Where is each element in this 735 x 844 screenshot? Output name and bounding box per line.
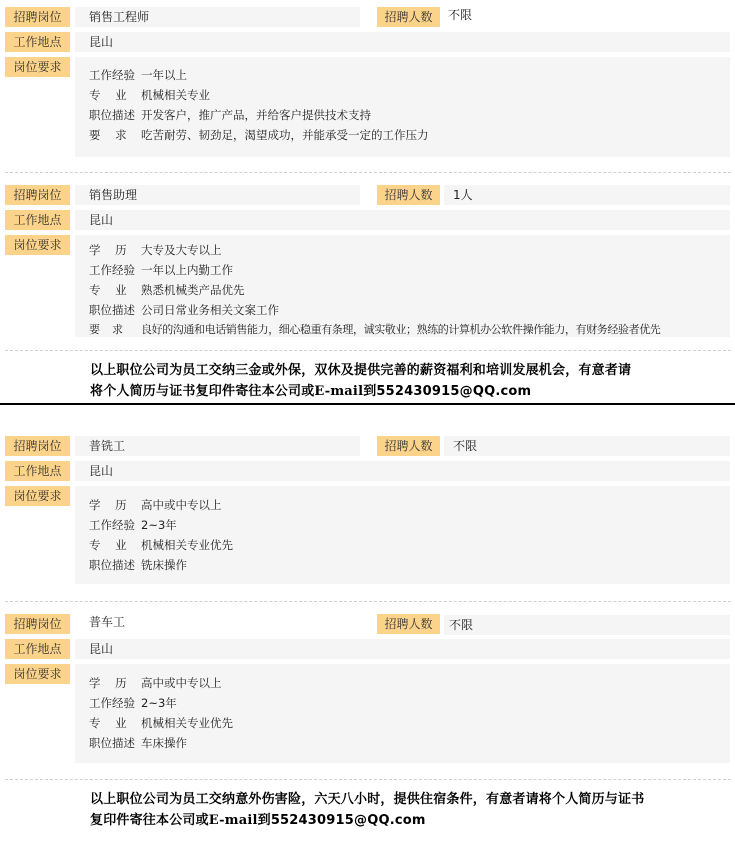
headcount-label: 招聘人数	[377, 185, 440, 205]
note-line: 以上职位公司为员工交纳意外伤害险，六天八小时，提供住宿条件，有意者请将个人简历与证书	[90, 792, 645, 807]
requirement-row: 要 求 吃苦耐劳、韧劲足，渴望成功，并能承受一定的工作压力	[89, 128, 429, 142]
headcount-value: 不限	[448, 8, 473, 22]
note-line: 以上职位公司为员工交纳三金或外保，双休及提供完善的薪资福利和培训发展机会，有意者请	[90, 363, 632, 378]
requirement-row: 专 业 机械相关专业	[89, 88, 210, 102]
contact-email[interactable]: 552430915@QQ.com	[270, 813, 426, 828]
requirements-panel	[75, 57, 730, 157]
requirement-row: 职位描述 铣床操作	[89, 558, 187, 572]
location-label: 工作地点	[5, 32, 70, 52]
benefits-note	[90, 360, 730, 402]
requirements-label: 岗位要求	[5, 486, 70, 506]
requirement-row: 专 业 机械相关专业优先	[89, 716, 233, 730]
requirements-panel	[75, 664, 730, 763]
headcount-value: 不限	[444, 615, 730, 635]
position-label: 招聘岗位	[5, 614, 70, 634]
location-label: 工作地点	[5, 210, 70, 230]
location-label: 工作地点	[5, 639, 70, 659]
requirements-panel	[75, 235, 730, 337]
location-label: 工作地点	[5, 461, 70, 481]
requirements-label: 岗位要求	[5, 57, 70, 77]
divider	[5, 350, 731, 351]
requirements-label: 岗位要求	[5, 664, 70, 684]
requirement-row: 工作经验 一年以上	[89, 68, 187, 82]
requirement-row: 职位描述 车床操作	[89, 736, 187, 750]
position-label: 招聘岗位	[5, 185, 70, 205]
requirement-row: 工作经验 2~3年	[89, 696, 177, 710]
position-value: 普车工	[89, 615, 126, 629]
requirement-row: 工作经验 一年以上内勤工作	[89, 263, 233, 277]
location-value: 昆山	[75, 32, 730, 52]
requirement-row: 学 历 高中或中专以上	[89, 498, 222, 512]
headcount-label: 招聘人数	[377, 7, 440, 27]
contact-email[interactable]: 552430915@QQ.com	[376, 384, 532, 399]
position-label: 招聘岗位	[5, 7, 70, 27]
position-value: 销售助理	[75, 185, 360, 205]
headcount-label: 招聘人数	[377, 436, 440, 456]
requirement-row: 工作经验 2~3年	[89, 518, 177, 532]
location-value: 昆山	[75, 639, 730, 659]
divider	[5, 601, 731, 602]
divider	[5, 779, 731, 780]
requirement-row: 学 历 高中或中专以上	[89, 676, 222, 690]
benefits-note	[90, 789, 730, 831]
requirement-row: 要 求 良好的沟通和电话销售能力，细心稳重有条理，诚实敬业；熟练的计算机办公软件操作能力，有财务经验者优先	[89, 323, 661, 336]
position-label: 招聘岗位	[5, 436, 70, 456]
requirements-label: 岗位要求	[5, 235, 70, 255]
headcount-value: 1人	[444, 185, 730, 205]
position-value: 销售工程师	[75, 7, 360, 27]
location-value: 昆山	[75, 210, 730, 230]
requirement-row: 专 业 熟悉机械类产品优先	[89, 283, 245, 297]
section-rule	[0, 403, 735, 405]
note-line: 将个人简历与证书复印件寄往本公司或E-mail到552430915@QQ.com	[90, 384, 532, 399]
requirement-row: 职位描述 开发客户，推广产品，并给客户提供技术支持	[89, 108, 371, 122]
requirement-row: 职位描述 公司日常业务相关文案工作	[89, 303, 279, 317]
location-value: 昆山	[75, 461, 730, 481]
requirements-panel	[75, 486, 730, 584]
requirement-row: 专 业 机械相关专业优先	[89, 538, 233, 552]
position-value: 普铣工	[75, 436, 360, 456]
requirement-row: 学 历 大专及大专以上	[89, 243, 222, 257]
headcount-label: 招聘人数	[377, 614, 440, 634]
headcount-value: 不限	[444, 436, 730, 456]
divider	[5, 172, 731, 173]
note-line: 复印件寄往本公司或E-mail到552430915@QQ.com	[90, 813, 426, 828]
